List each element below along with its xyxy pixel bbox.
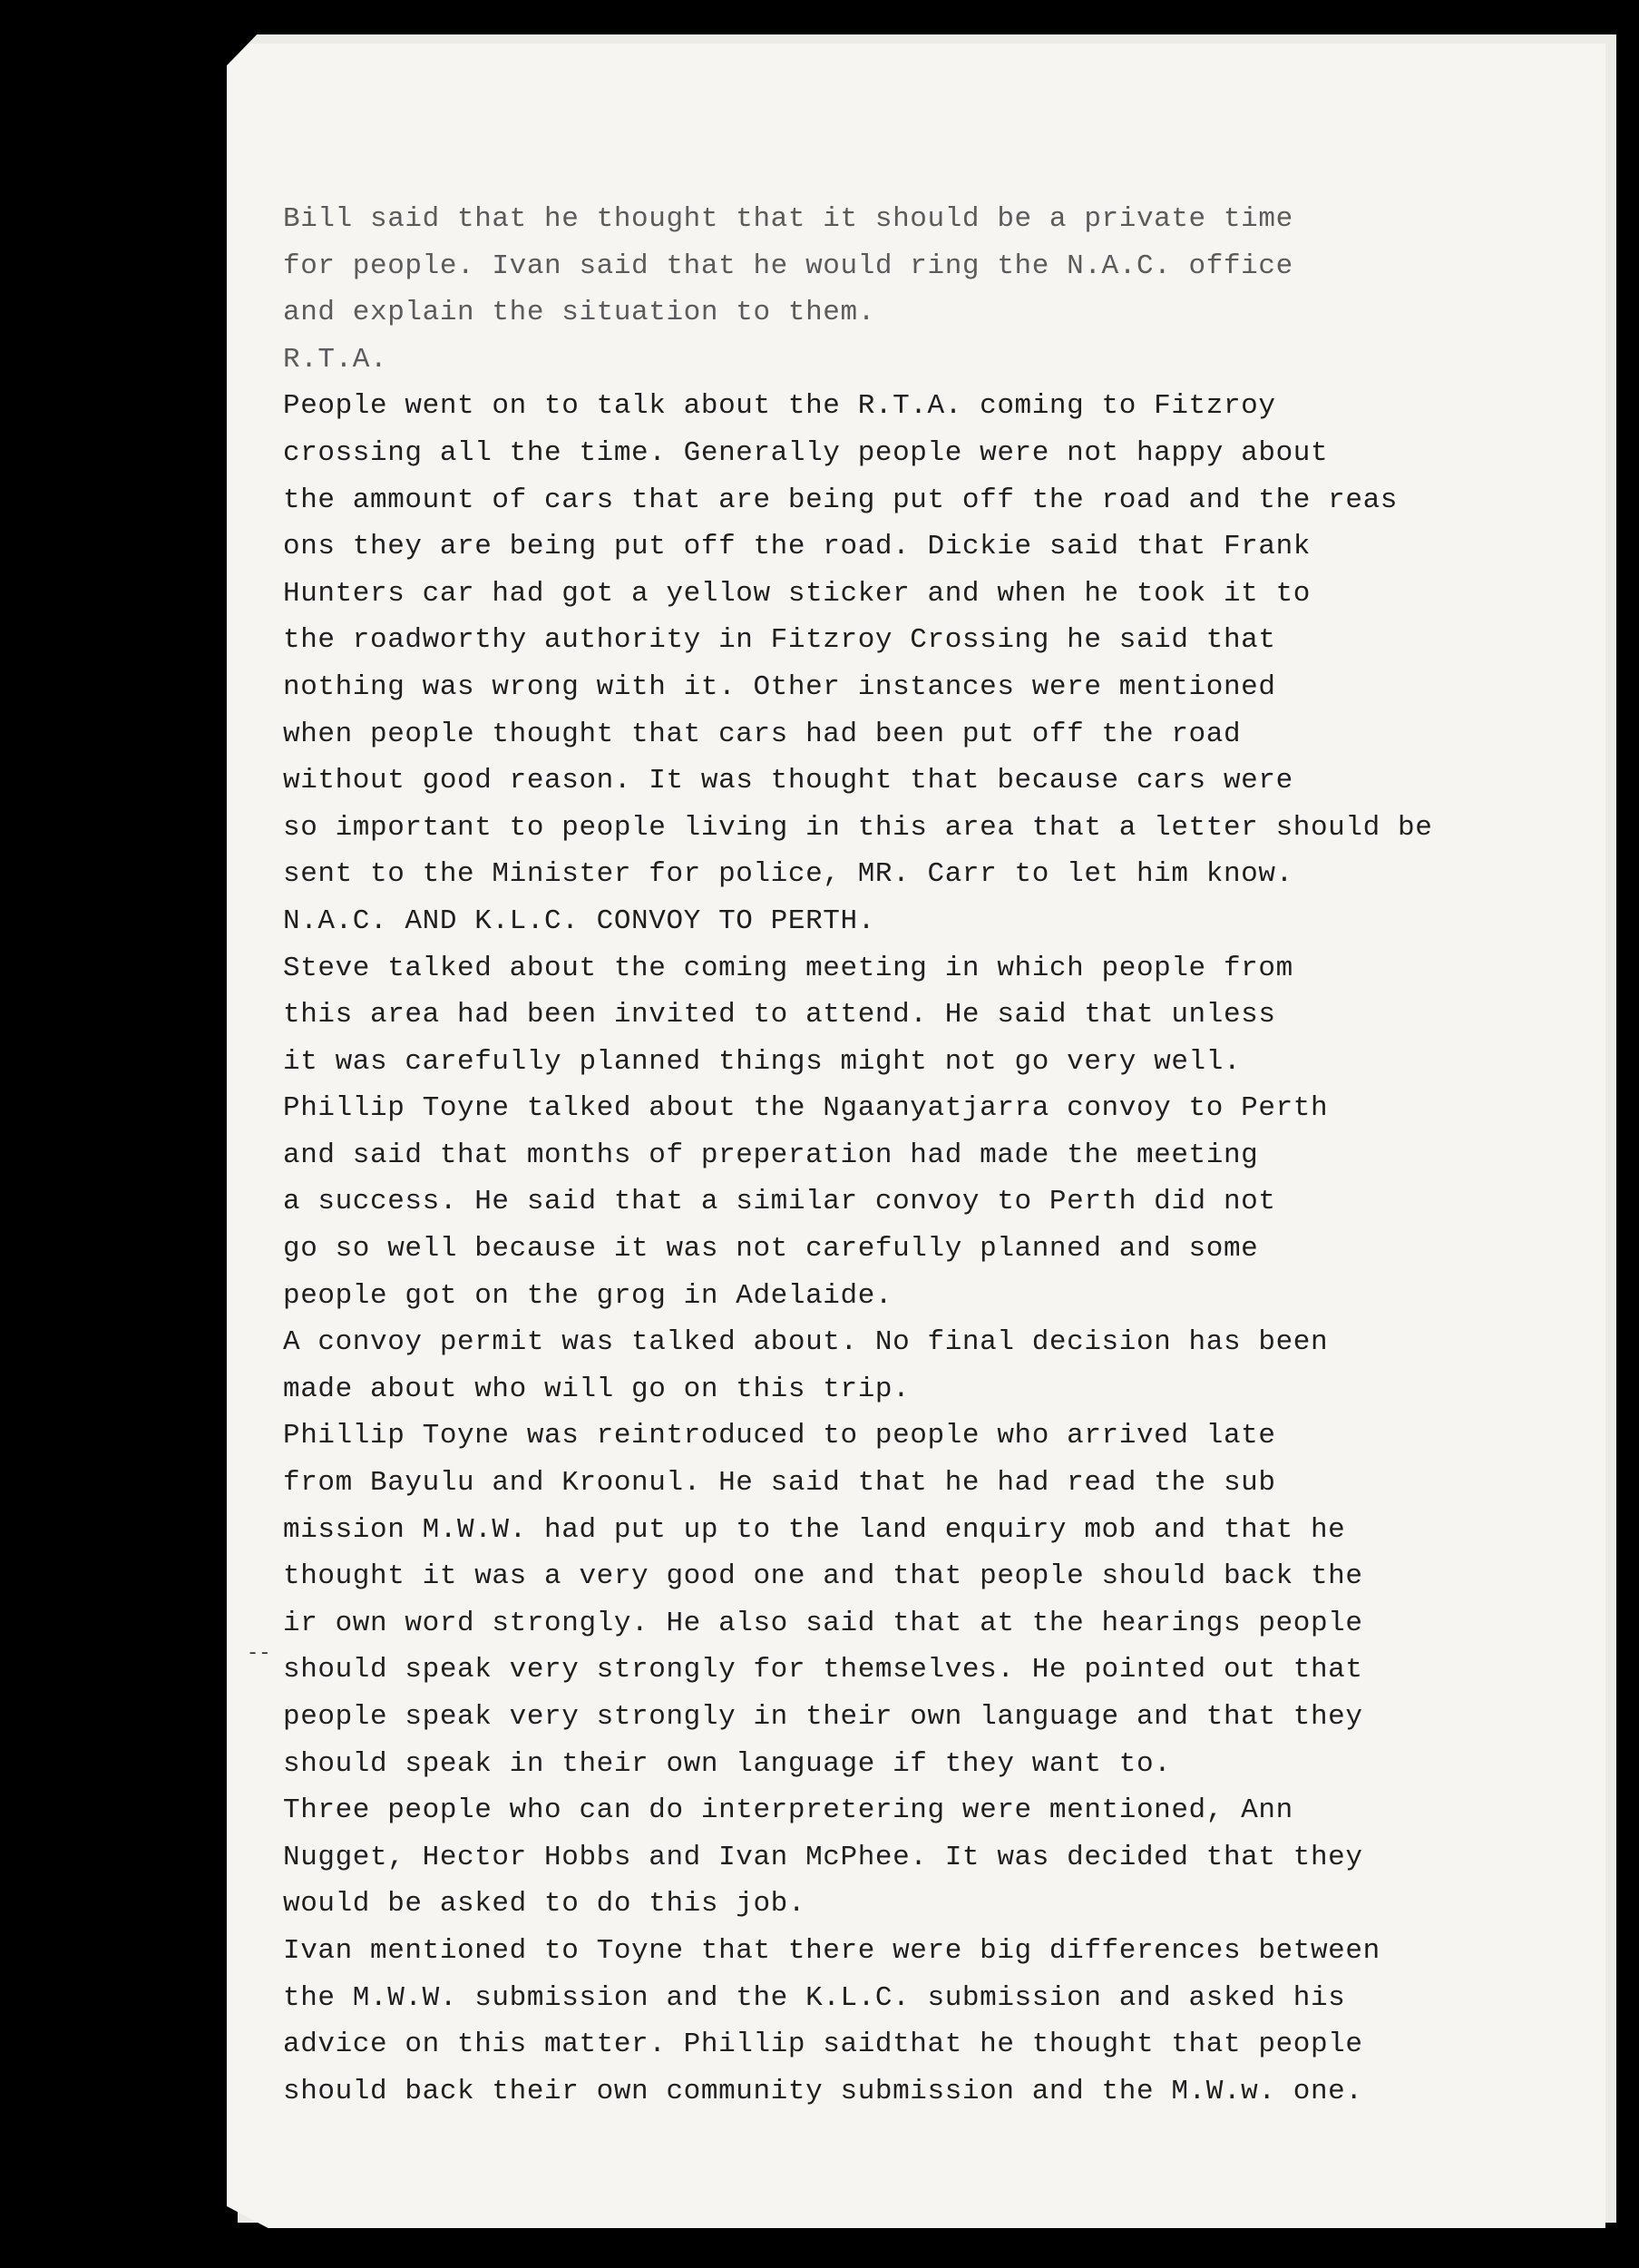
text-line: and explain the situation to them. bbox=[283, 297, 875, 329]
text-line: people got on the grog in Adelaide. bbox=[283, 1279, 893, 1312]
text-line: go so well because it was not carefully planned and some bbox=[283, 1233, 1259, 1266]
text-line: for people. Ivan said that he would ring the N.A.C. office bbox=[283, 249, 1293, 282]
text-line: the M.W.W. submission and the K.L.C. submission and asked his bbox=[283, 1981, 1346, 2014]
text-line: from Bayulu and Kroonul. He said that he had read the sub bbox=[283, 1467, 1276, 1500]
text-line: Phillip Toyne was reintroduced to people who arrived late bbox=[283, 1420, 1276, 1452]
margin-mark: -- bbox=[247, 1642, 271, 1665]
text-line: Hunters car had got a yellow sticker and when he took it to bbox=[283, 577, 1311, 610]
text-line: Nugget, Hector Hobbs and Ivan McPhee. It was decided that they bbox=[283, 1841, 1363, 1873]
text-line: and said that months of preperation had made the meeting bbox=[283, 1139, 1259, 1171]
section-heading: R.T.A. bbox=[283, 343, 388, 376]
text-line: should speak very strongly for themselves. He pointed out that bbox=[283, 1654, 1363, 1686]
text-line: Bill said that he thought that it should be a private time bbox=[283, 203, 1293, 235]
text-line: people speak very strongly in their own language and that they bbox=[283, 1701, 1363, 1733]
text-line: crossing all the time. Generally people were not happy about bbox=[283, 436, 1329, 469]
text-line: so important to people living in this area that a letter should be bbox=[283, 811, 1433, 844]
text-line: Phillip Toyne talked about the Ngaanyatjarra convoy to Perth bbox=[283, 1092, 1329, 1125]
text-line: Ivan mentioned to Toyne that there were big differences between bbox=[283, 1934, 1380, 1967]
text-line: mission M.W.W. had put up to the land enquiry mob and that he bbox=[283, 1513, 1346, 1546]
text-line: ir own word strongly. He also said that at the hearings people bbox=[283, 1607, 1363, 1639]
text-line: Steve talked about the coming meeting in which people from bbox=[283, 952, 1293, 984]
text-line: A convoy permit was talked about. No final decision has been bbox=[283, 1326, 1329, 1359]
text-line: it was carefully planned things might not go very well. bbox=[283, 1045, 1242, 1078]
text-line: should speak in their own language if they want to. bbox=[283, 1747, 1172, 1780]
text-line: a success. He said that a similar convoy to Perth did not bbox=[283, 1186, 1276, 1218]
text-line: would be asked to do this job. bbox=[283, 1888, 806, 1921]
text-line: when people thought that cars had been put off the road bbox=[283, 718, 1242, 750]
text-line: advice on this matter. Phillip saidthat he thought that people bbox=[283, 2028, 1363, 2061]
page-body-text bbox=[283, 196, 1553, 2115]
text-line: thought it was a very good one and that people should back the bbox=[283, 1560, 1363, 1593]
text-line: the roadworthy authority in Fitzroy Crossing he said that bbox=[283, 624, 1276, 657]
text-line: People went on to talk about the R.T.A. coming to Fitzroy bbox=[283, 390, 1276, 423]
text-line: this area had been invited to attend. He said that unless bbox=[283, 999, 1276, 1031]
text-line: sent to the Minister for police, MR. Carr to let him know. bbox=[283, 858, 1293, 891]
text-line: made about who will go on this trip. bbox=[283, 1373, 911, 1405]
text-line: nothing was wrong with it. Other instances were mentioned bbox=[283, 670, 1276, 703]
text-line: ons they are being put off the road. Dickie said that Frank bbox=[283, 531, 1311, 563]
text-line: the ammount of cars that are being put off the road and the reas bbox=[283, 484, 1398, 516]
text-line: Three people who can do interpretering were mentioned, Ann bbox=[283, 1794, 1293, 1827]
text-line: should back their own community submission and the M.W.w. one. bbox=[283, 2075, 1363, 2107]
section-heading: N.A.C. AND K.L.C. CONVOY TO PERTH. bbox=[283, 904, 875, 937]
text-line: without good reason. It was thought that because cars were bbox=[283, 765, 1293, 797]
